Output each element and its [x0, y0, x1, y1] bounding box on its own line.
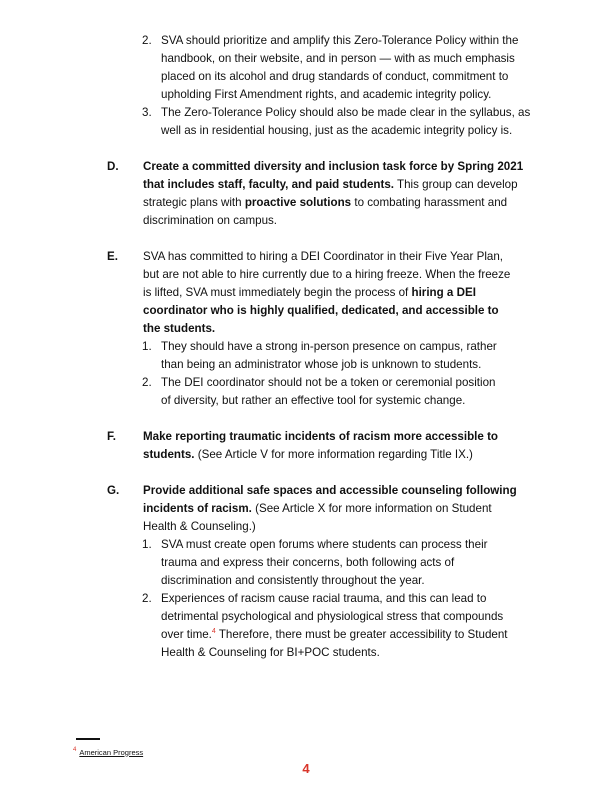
item-text: discrimination and consistently throughout the year.: [161, 574, 425, 587]
footnote-mark: 4: [73, 747, 77, 753]
section-text: proactive solutions: [244, 196, 352, 209]
item-text: Experiences of racism cause racial trauma, and this can lead to: [161, 592, 487, 605]
section-text: students.: [143, 448, 195, 461]
section-text: that includes staff, faculty, and paid students.: [143, 178, 395, 191]
section-text: but are not able to hire currently due to a hiring freeze. When the freeze: [143, 268, 511, 281]
item-text: well as in residential housing, just as the academic integrity policy is.: [161, 124, 513, 137]
section-text: incidents of racism.: [143, 502, 252, 515]
section-text: strategic plans with: [143, 196, 245, 209]
item-number: 2.: [142, 592, 152, 605]
item-text: placed on its alcohol and drug standards of conduct, commitment to: [161, 70, 509, 83]
section-text: This group can develop: [394, 178, 518, 191]
section-letter: E.: [107, 250, 118, 263]
section-text: (See Article V for more information regarding Title IX.): [194, 448, 473, 461]
item-text: SVA must create open forums where students can process their: [161, 538, 488, 551]
item-text: The Zero-Tolerance Policy should also be made clear in the syllabus, as: [161, 106, 531, 119]
item-text: handbook, on their website, and in person — with as much emphasis: [161, 52, 515, 65]
section-text: SVA has committed to hiring a DEI Coordinator in their Five Year Plan,: [143, 250, 504, 263]
page-number: 4: [302, 761, 310, 776]
item-number: 2.: [142, 376, 152, 389]
item-text: The DEI coordinator should not be a token or ceremonial position: [161, 376, 496, 389]
section-letter: F.: [107, 430, 117, 443]
item-text: They should have a strong in-person presence on campus, rather: [161, 340, 497, 353]
item-text: Health & Counseling for BI+POC students.: [161, 646, 380, 659]
item-text: SVA should prioritize and amplify this Zero-Tolerance Policy within the: [161, 34, 519, 47]
item-number: 1.: [142, 340, 152, 353]
item-number: 3.: [142, 106, 152, 119]
item-text: than being an administrator whose job is unknown to students.: [161, 358, 482, 371]
item-text: upholding First Amendment rights, and academic integrity policy.: [161, 88, 492, 101]
item-text: over time.: [161, 628, 212, 641]
section-text: to combating harassment and: [351, 196, 508, 209]
footnote: [73, 745, 143, 758]
item-text: trauma and express their concerns, both following acts of: [161, 556, 455, 569]
item-number: 2.: [142, 34, 152, 47]
footnote-reference[interactable]: 4: [211, 628, 216, 636]
footnote-divider: [76, 738, 100, 740]
section-letter: G.: [107, 484, 120, 497]
item-text: of diversity, but rather an effective tool for systemic change.: [161, 394, 466, 407]
item-number: 1.: [142, 538, 152, 551]
section-text: Make reporting traumatic incidents of racism more accessible to: [143, 430, 499, 443]
section-text: Provide additional safe spaces and accessible counseling following: [143, 484, 517, 497]
section-text: is lifted, SVA must immediately begin the process of: [143, 286, 412, 299]
section-text: Health & Counseling.): [143, 520, 256, 533]
section-text: coordinator who is highly qualified, dedicated, and accessible to: [143, 304, 499, 317]
section-letter: D.: [107, 160, 119, 173]
section-text: Create a committed diversity and inclusion task force by Spring 2021: [143, 160, 524, 173]
item-text: detrimental psychological and physiological stress that compounds: [161, 610, 504, 623]
section-text: discrimination on campus.: [143, 214, 278, 227]
item-text: Therefore, there must be greater accessibility to Student: [215, 628, 508, 641]
section-text: the students.: [143, 322, 216, 335]
footnote-link[interactable]: American Progress: [79, 747, 144, 757]
section-text: (See Article X for more information on Student: [251, 502, 492, 515]
section-text: hiring a DEI: [411, 286, 476, 299]
